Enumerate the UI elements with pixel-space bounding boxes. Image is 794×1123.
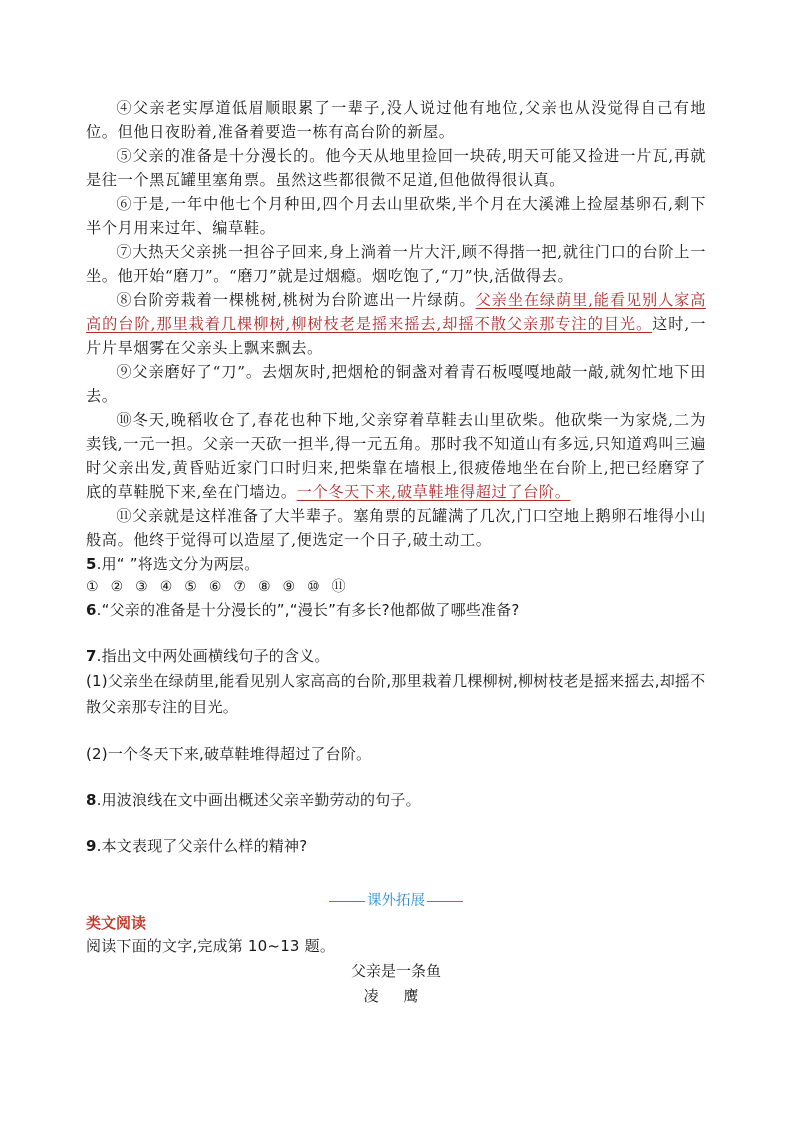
question-9-text: .本文表现了父亲什么样的精神? <box>96 837 308 855</box>
question-5-text: .用“ ”将选文分为两层。 <box>96 555 260 573</box>
question-7-part-2: (2)一个冬天下来,破草鞋堆得超过了台阶。 <box>86 745 372 763</box>
passage-paragraph-11: ⑪父亲就是这样准备了大半辈子。塞角票的瓦罐满了几次,门口空地上鹅卵石堆得小山般高。他终于觉得可以造屋了,便选定一个日子,破土动工。 <box>86 507 706 549</box>
question-8 <box>86 788 706 812</box>
question-6-text: .“父亲的准备是十分漫长的”,“漫长”有多长?他都做了哪些准备? <box>96 601 520 619</box>
paragraph-number: ⑥ <box>208 579 222 595</box>
paragraph-number: ③ <box>135 579 148 595</box>
p8-underlined-sentence: 父亲坐在绿荫里,能看见别人家高高的台阶,那里栽着几棵柳树,柳树枝老是摇来摇去,却摇不散父亲那专注的目光。 <box>86 291 706 333</box>
question-8-number: 8 <box>86 791 97 809</box>
worksheet-page <box>86 96 706 1008</box>
passage-paragraph-6: ⑥于是,一年中他七个月种田,四个月去山里砍柴,半个月在大溪滩上捡屋基卵石,剩下半个月用来过年、编草鞋。 <box>86 195 706 237</box>
paragraph-number: ④ <box>159 579 173 595</box>
paragraph-number: ⑪ <box>331 579 346 595</box>
passage-paragraph-4: ④父亲老实厚道低眉顺眼累了一辈子,没人说过他有地位,父亲也从没觉得自己有地位。但他日夜盼着,准备着要造一栋有高台阶的新屋。 <box>86 99 706 141</box>
question-5 <box>86 552 706 576</box>
question-7-text: .指出文中两处画横线句子的含义。 <box>96 647 330 665</box>
p10-underlined-sentence: 一个冬天下来,破草鞋堆得超过了台阶。 <box>296 483 571 501</box>
reading-instruction: 阅读下面的文字,完成第 10~13 题。 <box>86 937 336 955</box>
paragraph-number: ① <box>86 579 99 595</box>
p8-text-before: ⑧台阶旁栽着一棵桃树,桃树为台阶遮出一片绿荫。 <box>116 291 476 309</box>
paragraph-number: ⑩ <box>307 579 320 595</box>
paragraph-number: ⑨ <box>282 579 296 595</box>
passage-paragraph-8 <box>86 288 706 360</box>
question-6-number: 6 <box>86 601 97 619</box>
question-9 <box>86 834 706 858</box>
section-divider <box>86 890 706 912</box>
p10-text-before: ⑩冬天,晚稻收仓了,春花也种下地,父亲穿着草鞋去山里砍柴。他砍柴一为家烧,二为卖钱,一元一担。父亲一天砍一担半,得一元五角。那时我不知道山有多远,只知道鸡叫三遍时父亲出发,黄昏贴近家门口时归来,把柴靠在墙根上,很疲倦地坐在台阶上,把已经磨穿了底的草鞋脱下来,垒在门墙边。 <box>86 411 706 501</box>
paragraph-number: ⑦ <box>233 579 246 595</box>
passage-paragraph-7: ⑦大热天父亲挑一担谷子回来,身上淌着一片大汗,顾不得揩一把,就往门口的台阶上一坐。他开始“磨刀”。“磨刀”就是过烟瘾。烟吃饱了,“刀”快,活做得去。 <box>86 243 706 285</box>
passage-paragraph-5: ⑤父亲的准备是十分漫长的。他今天从地里捡回一块砖,明天可能又捡进一片瓦,再就是往一个黑瓦罐里塞角票。虽然这些都很微不足道,但他做得很认真。 <box>86 147 706 189</box>
question-5-number: 5 <box>86 555 97 573</box>
question-8-text: .用波浪线在文中画出概述父亲辛勤劳动的句子。 <box>96 791 421 809</box>
question-7-part-1: (1)父亲坐在绿荫里,能看见别人家高高的台阶,那里栽着几棵柳树,柳树枝老是摇来摇去,却摇不散父亲那专注的目光。 <box>86 672 706 716</box>
question-7 <box>86 644 706 668</box>
p8-text-after: 这时,一片片旱烟雾在父亲头上飘来飘去。 <box>86 315 706 357</box>
paragraph-number: ⑧ <box>257 579 271 595</box>
reading-heading: 类文阅读 <box>86 914 147 932</box>
question-9-number: 9 <box>86 837 97 855</box>
question-6 <box>86 598 706 622</box>
article-author: 凌 鹰 <box>363 987 429 1005</box>
section-label: 课外拓展 <box>367 893 425 909</box>
paragraph-number: ⑤ <box>184 579 197 595</box>
paragraph-number-list <box>86 576 706 598</box>
passage-paragraph-9: ⑨父亲磨好了“刀”。去烟灰时,把烟枪的铜盏对着青石板嘎嘎地敲一敲,就匆忙地下田去。 <box>86 363 706 405</box>
passage-paragraph-10 <box>86 408 706 504</box>
article-title: 父亲是一条鱼 <box>350 962 441 980</box>
paragraph-number: ② <box>110 579 124 595</box>
question-7-number: 7 <box>86 647 97 665</box>
